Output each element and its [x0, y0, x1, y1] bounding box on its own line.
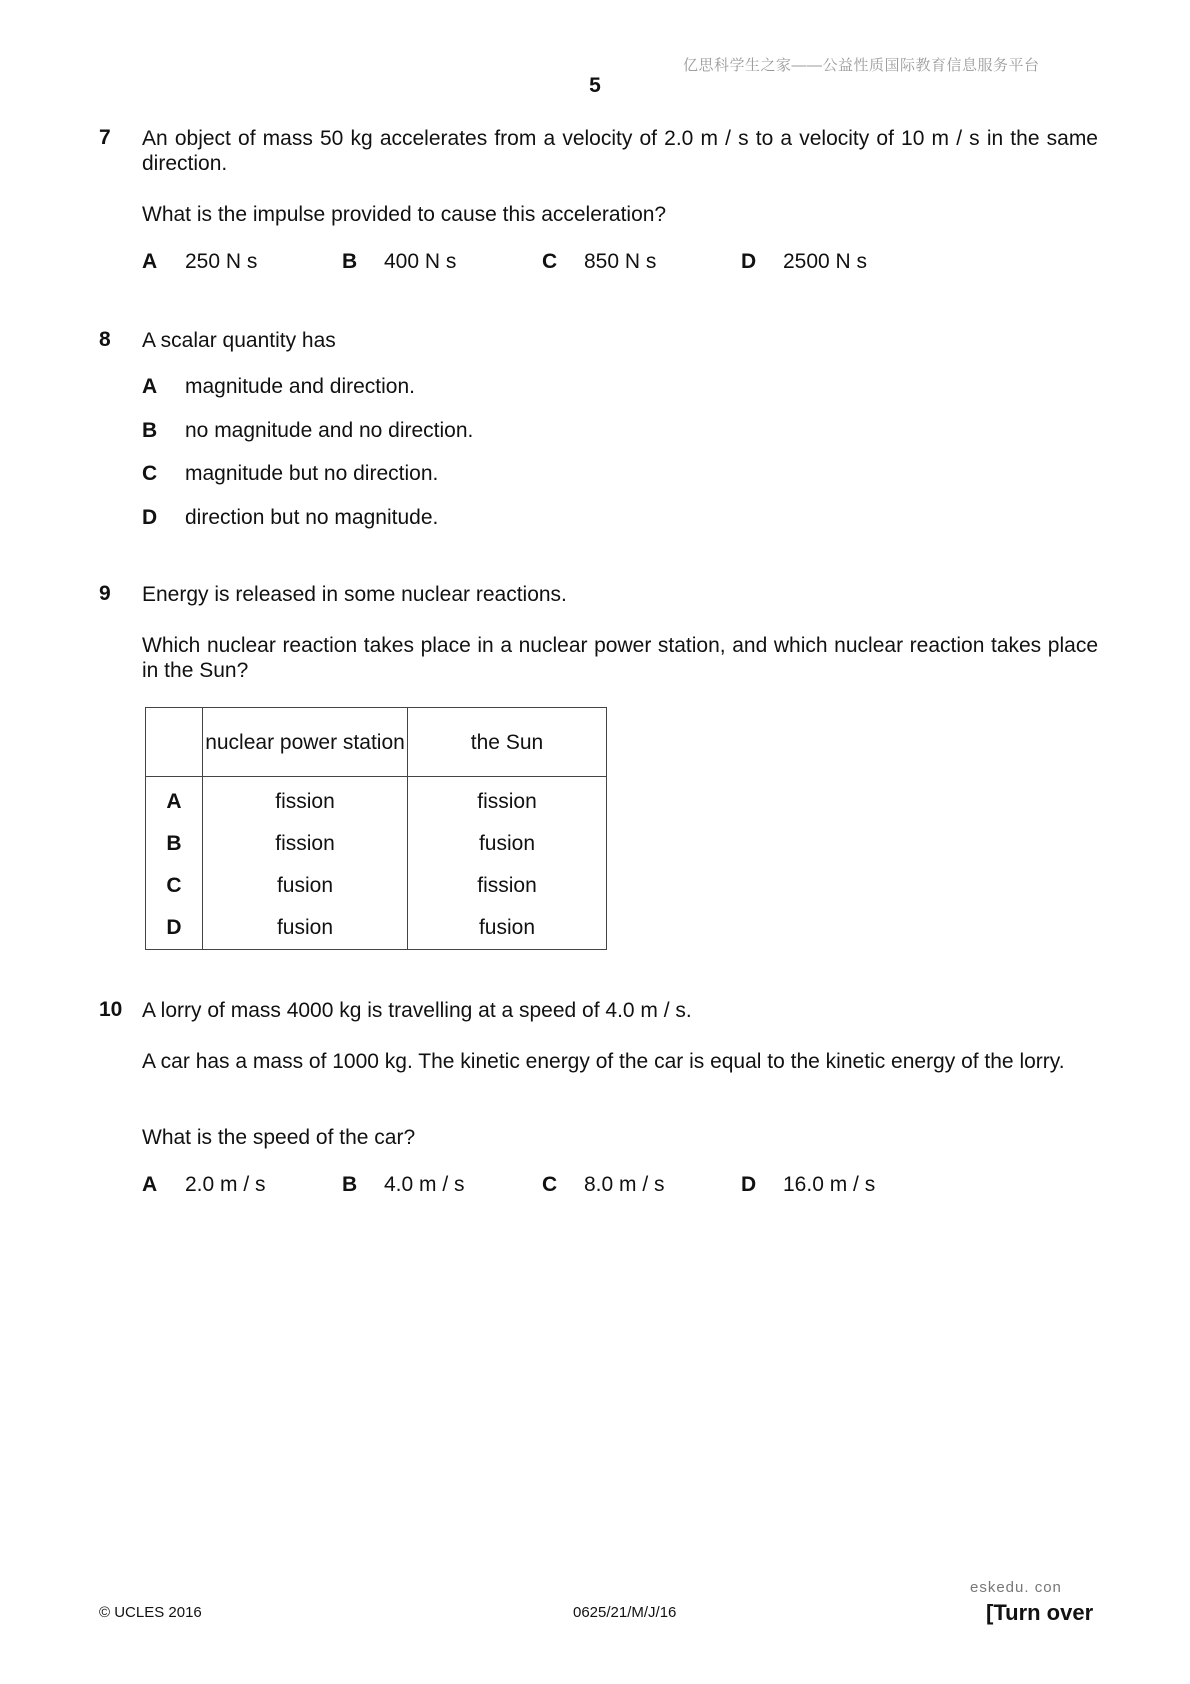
row-letter: B: [146, 823, 203, 865]
question-7-option-a-text: 250 N s: [185, 250, 258, 273]
question-7-option-d: [741, 250, 756, 274]
row-letter: C: [146, 865, 203, 907]
option-letter: C: [542, 250, 558, 273]
sun-cell: fusion: [408, 823, 607, 865]
question-10-stem: A lorry of mass 4000 kg is travelling at a speed of 4.0 m / s.: [142, 999, 692, 1022]
question-10-option-a-text: 2.0 m / s: [185, 1173, 266, 1196]
question-8-option-c-letter: C: [142, 462, 158, 485]
turn-over-label: [Turn over: [986, 1600, 1094, 1625]
option-letter: B: [342, 250, 358, 273]
question-9-stem: Energy is released in some nuclear reactions.: [142, 583, 567, 606]
page-number: 5: [589, 74, 601, 97]
question-8-number: 8: [99, 328, 111, 351]
station-cell: fusion: [203, 907, 408, 950]
footer-paper-code: 0625/21/M/J/16: [573, 1604, 677, 1621]
question-7-number: 7: [99, 126, 111, 149]
question-10-option-a-letter: A: [142, 1173, 158, 1196]
question-8-option-b-letter: B: [142, 419, 158, 442]
question-10-option-c-letter: C: [542, 1173, 558, 1196]
table-row: [146, 823, 607, 865]
question-10-number: 10: [99, 998, 123, 1021]
question-7-question: What is the impulse provided to cause this acceleration?: [142, 203, 667, 226]
row-letter: D: [146, 907, 203, 950]
question-10-option-d-letter: D: [741, 1173, 757, 1196]
station-cell: fusion: [203, 865, 408, 907]
table-row: [146, 865, 607, 907]
nuclear-reaction-table: [145, 707, 607, 950]
question-7-option-b: [342, 250, 357, 274]
question-8-stem: A scalar quantity has: [142, 329, 336, 352]
table-row: [146, 777, 607, 824]
option-letter: D: [741, 250, 757, 273]
question-8-option-d-text: direction but no magnitude.: [185, 506, 439, 529]
question-10-info: A car has a mass of 1000 kg. The kinetic energy of the car is equal to the kinetic energy of the lorry.: [142, 1050, 1065, 1073]
question-8-option-d-letter: D: [142, 506, 158, 529]
sun-cell: fission: [408, 777, 607, 824]
question-7-option-c-text: 850 N s: [584, 250, 657, 273]
question-8-option-c-text: magnitude but no direction.: [185, 462, 439, 485]
table-header-station: nuclear power station: [203, 708, 408, 777]
question-8-option-a-text: magnitude and direction.: [185, 375, 415, 398]
sun-cell: fusion: [408, 907, 607, 950]
question-8-option-a-letter: A: [142, 375, 158, 398]
table-header-sun: the Sun: [408, 708, 607, 777]
site-watermark: eskedu. con: [970, 1579, 1062, 1596]
question-10-question: What is the speed of the car?: [142, 1126, 416, 1149]
question-7-option-b-text: 400 N s: [384, 250, 457, 273]
question-10-option-c-text: 8.0 m / s: [584, 1173, 665, 1196]
question-8-option-b-text: no magnitude and no direction.: [185, 419, 474, 442]
question-10-option-d-text: 16.0 m / s: [783, 1173, 876, 1196]
question-9-number: 9: [99, 582, 111, 605]
footer-copyright: © UCLES 2016: [99, 1604, 202, 1621]
row-letter: A: [146, 777, 203, 824]
question-10-option-b-text: 4.0 m / s: [384, 1173, 465, 1196]
table-header-row: [146, 708, 607, 777]
sun-cell: fission: [408, 865, 607, 907]
question-7-option-c: [542, 250, 557, 274]
station-cell: fission: [203, 823, 408, 865]
station-cell: fission: [203, 777, 408, 824]
question-7-option-a: [142, 250, 157, 274]
question-9-question: Which nuclear reaction takes place in a nuclear power station, and which nuclear reaction takes place in the Sun?: [142, 634, 1098, 682]
table-header-blank: [146, 708, 203, 777]
watermark-text: 亿思科学生之家——公益性质国际教育信息服务平台: [683, 57, 1040, 74]
table-row: [146, 907, 607, 950]
question-7-option-d-text: 2500 N s: [783, 250, 868, 273]
option-letter: A: [142, 250, 158, 273]
question-7-stem: An object of mass 50 kg accelerates from a velocity of 2.0 m / s to a velocity of 10 m / s in the same direction.: [142, 127, 1098, 175]
question-10-option-b-letter: B: [342, 1173, 358, 1196]
